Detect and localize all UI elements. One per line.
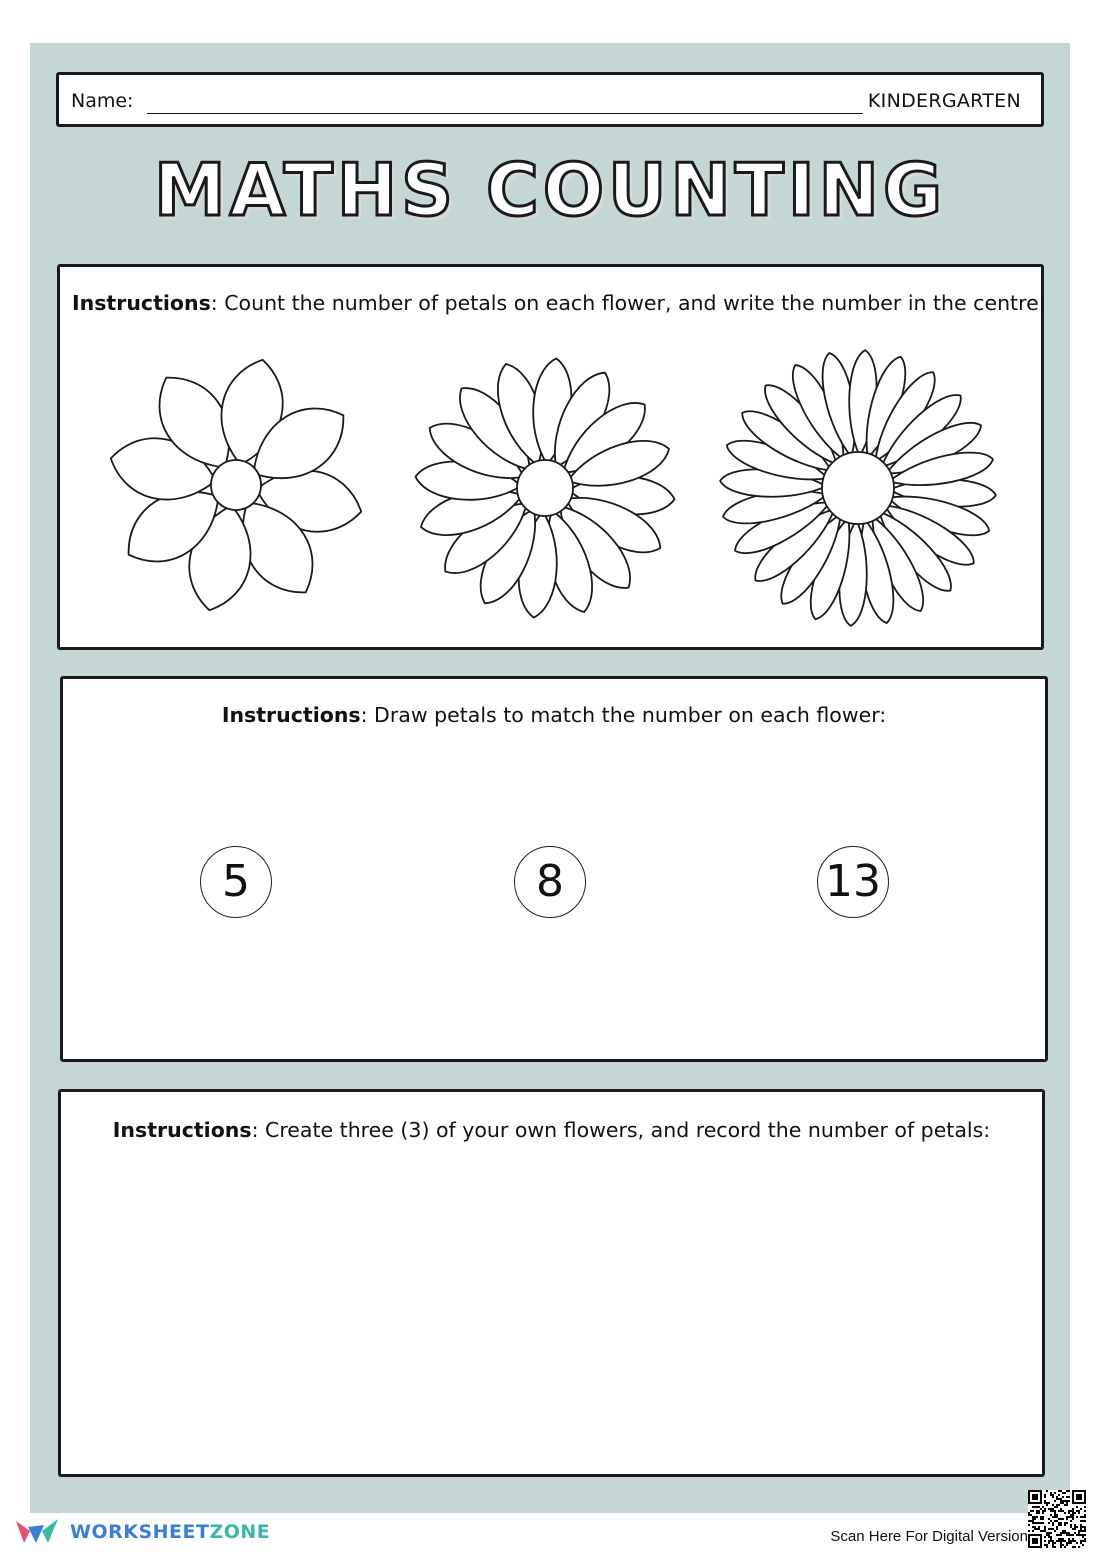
flower-center	[822, 452, 894, 524]
instructions-text: : Create three (3) of your own flowers, and record the number of petals:	[251, 1118, 991, 1142]
flower-1[interactable]	[105, 354, 368, 617]
grade-label: KINDERGARTEN	[867, 90, 1021, 112]
qr-code-icon[interactable]	[1028, 1490, 1086, 1548]
section2-instructions	[63, 703, 1045, 727]
flower-2[interactable]	[414, 357, 676, 619]
instructions-text: : Count the number of petals on each flower, and write the number in the centre:	[210, 291, 1046, 315]
flower-center-number-1[interactable]: 5	[200, 846, 272, 918]
logo-w-icon	[14, 1517, 62, 1547]
scan-caption: Scan Here For Digital Version	[830, 1528, 1028, 1545]
section-draw-petals	[60, 676, 1048, 1062]
section-count-petals	[57, 264, 1044, 650]
instructions-label: Instructions	[72, 291, 211, 315]
page-title: MATHS COUNTING	[153, 148, 947, 232]
flower-center-number-3[interactable]: 13	[817, 846, 889, 918]
section-create-flowers	[58, 1089, 1045, 1477]
brand-name: WORKSHEETZONE	[70, 1521, 271, 1543]
flower-3[interactable]	[719, 349, 996, 626]
worksheetzone-logo[interactable]	[14, 1515, 270, 1549]
name-box	[56, 72, 1044, 127]
instructions-label: Instructions	[112, 1118, 252, 1142]
name-label: Name:	[71, 90, 134, 112]
flower-center-number-2[interactable]: 8	[514, 846, 586, 918]
flower-center	[517, 460, 573, 516]
section3-instructions	[61, 1118, 1042, 1142]
flowers-illustration	[60, 267, 1041, 647]
drawing-area[interactable]	[71, 1162, 1032, 1464]
name-input-line[interactable]	[147, 113, 863, 114]
instructions-label: Instructions	[221, 703, 361, 727]
instructions-text: : Draw petals to match the number on each flower:	[360, 703, 887, 727]
flower-center	[211, 460, 261, 510]
